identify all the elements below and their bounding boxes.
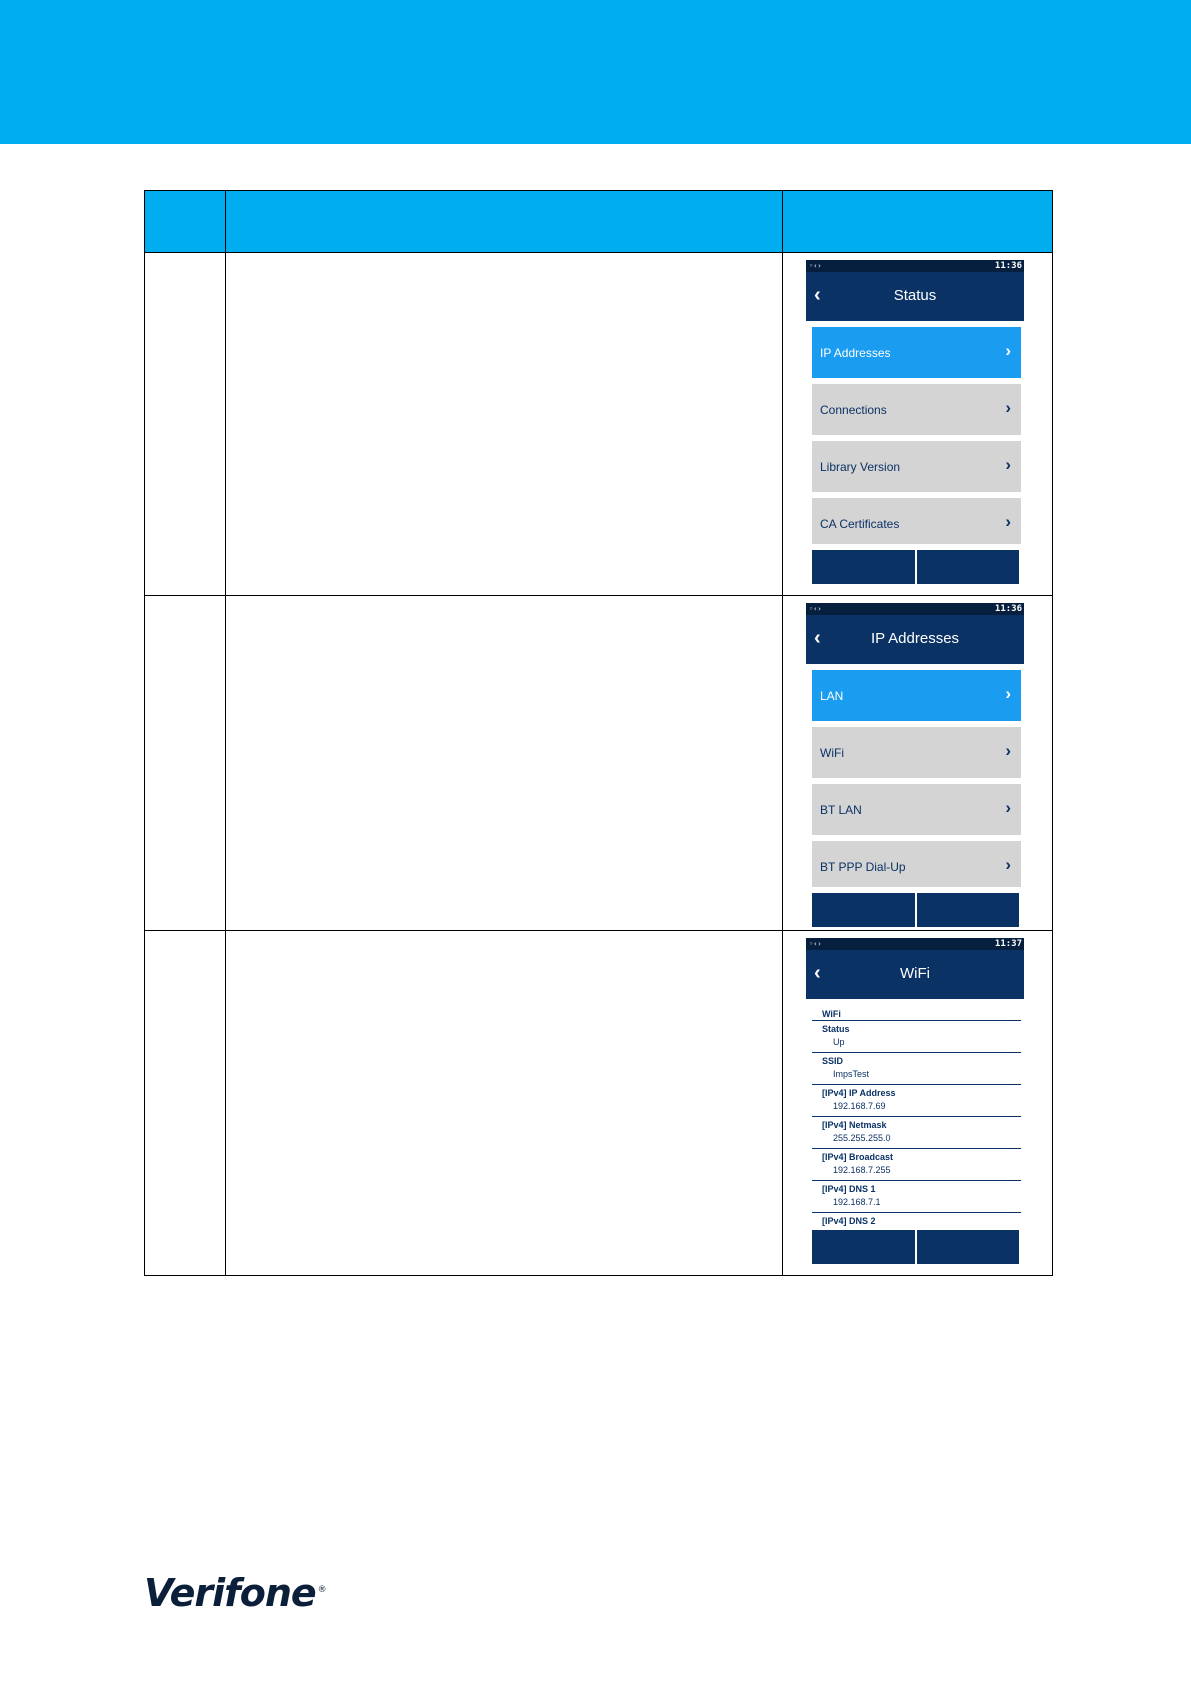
- wifi-signal-icon: ◦‹›: [809, 605, 822, 613]
- step-cell: [145, 931, 226, 1276]
- detail-key: [IPv4] Broadcast: [822, 1152, 894, 1162]
- verifone-logo: [144, 1571, 324, 1615]
- status-bar: [806, 260, 1024, 272]
- detail-key: [IPv4] DNS 1: [822, 1184, 876, 1194]
- menu-item-label: CA Certificates: [820, 517, 900, 531]
- table-row: [145, 931, 1053, 1276]
- chevron-right-icon: ›: [1005, 684, 1011, 703]
- steps-table: [144, 190, 1053, 1276]
- chevron-left-icon[interactable]: ‹: [814, 627, 821, 649]
- registered-mark: ®: [317, 1585, 326, 1595]
- chevron-right-icon: ›: [1005, 398, 1011, 417]
- menu-item-bt-ppp-dial-up[interactable]: [812, 841, 1021, 887]
- detail-key: [IPv4] Netmask: [822, 1120, 887, 1130]
- menu-item-label: IP Addresses: [820, 346, 891, 360]
- terminal-screen-status: [806, 260, 1024, 584]
- menu-item-label: WiFi: [820, 746, 844, 760]
- screenshot-cell: [783, 931, 1053, 1276]
- detail-key: [IPv4] IP Address: [822, 1088, 896, 1098]
- screenshot-cell: [783, 596, 1053, 931]
- menu-item-label: BT LAN: [820, 803, 862, 817]
- wifi-signal-icon: ◦‹›: [809, 262, 822, 270]
- chevron-left-icon[interactable]: ‹: [814, 962, 821, 984]
- detail-row: [812, 1215, 1021, 1228]
- description-cell: [226, 931, 783, 1276]
- header-cell-step: [145, 191, 226, 253]
- detail-value: 192.168.7.69: [833, 1101, 886, 1111]
- screenshot-cell: [783, 253, 1053, 596]
- detail-row: [812, 1023, 1021, 1053]
- menu-item-ip-addresses[interactable]: [812, 327, 1021, 378]
- logo-text: Verifone: [144, 1571, 316, 1615]
- step-cell: [145, 253, 226, 596]
- softkey-right[interactable]: [917, 550, 1020, 584]
- detail-value: 192.168.7.1: [833, 1197, 881, 1207]
- detail-key: [IPv4] DNS 2: [822, 1216, 876, 1226]
- softkey-right[interactable]: [917, 1230, 1020, 1264]
- screen-title: IP Addresses: [870, 630, 960, 647]
- chevron-right-icon: ›: [1005, 455, 1011, 474]
- detail-row: [812, 1151, 1021, 1181]
- detail-row: [812, 1087, 1021, 1117]
- screen-header: [806, 272, 1024, 321]
- menu-item-bt-lan[interactable]: [812, 784, 1021, 835]
- softkey-left[interactable]: [812, 1230, 915, 1264]
- clock: 11:36: [994, 261, 1022, 271]
- table-row: [145, 596, 1053, 931]
- chevron-right-icon: ›: [1005, 798, 1011, 817]
- softkey-right[interactable]: [917, 893, 1020, 927]
- detail-row: [812, 1119, 1021, 1149]
- screen-title: Status: [893, 287, 937, 304]
- detail-key: SSID: [822, 1056, 844, 1066]
- menu-item-label: Library Version: [820, 460, 901, 474]
- softkey-bar: [812, 550, 1019, 584]
- clock: 11:37: [994, 939, 1022, 949]
- header-cell-description: [226, 191, 783, 253]
- menu-item-label: BT PPP Dial-Up: [820, 860, 906, 874]
- chevron-right-icon: ›: [1005, 512, 1011, 531]
- detail-row: [812, 1055, 1021, 1085]
- header-band: [0, 0, 1191, 144]
- section-label: WiFi: [812, 1007, 1021, 1021]
- step-cell: [145, 596, 226, 931]
- terminal-screen-wifi: [806, 938, 1024, 1264]
- menu-item-lan[interactable]: [812, 670, 1021, 721]
- wifi-details-list: [812, 1007, 1021, 1228]
- screen-title: WiFi: [900, 965, 930, 982]
- clock: 11:36: [994, 604, 1022, 614]
- menu-item-label: LAN: [820, 689, 844, 703]
- softkey-bar: [812, 1230, 1019, 1264]
- menu-item-wifi[interactable]: [812, 727, 1021, 778]
- chevron-left-icon[interactable]: ‹: [814, 284, 821, 306]
- status-bar: [806, 938, 1024, 950]
- softkey-left[interactable]: [812, 893, 915, 927]
- menu-item-label: Connections: [820, 403, 887, 417]
- menu-item-ca-certificates[interactable]: [812, 498, 1021, 544]
- table-header-row: [145, 191, 1053, 253]
- detail-value: 192.168.7.255: [833, 1165, 891, 1175]
- detail-value: Up: [833, 1037, 845, 1047]
- detail-value: 255.255.255.0: [833, 1133, 891, 1143]
- header-cell-screen: [783, 191, 1053, 253]
- chevron-right-icon: ›: [1005, 855, 1011, 874]
- screen-header: [806, 950, 1024, 999]
- detail-key: Status: [822, 1024, 850, 1034]
- status-bar: [806, 603, 1024, 615]
- chevron-right-icon: ›: [1005, 341, 1011, 360]
- chevron-right-icon: ›: [1005, 741, 1011, 760]
- screen-header: [806, 615, 1024, 664]
- wifi-signal-icon: ◦‹›: [809, 940, 822, 948]
- description-cell: [226, 596, 783, 931]
- description-cell: [226, 253, 783, 596]
- terminal-screen-ip-addresses: [806, 603, 1024, 927]
- menu-item-connections[interactable]: [812, 384, 1021, 435]
- detail-value: ImpsTest: [833, 1069, 870, 1079]
- softkey-bar: [812, 893, 1019, 927]
- menu-item-library-version[interactable]: [812, 441, 1021, 492]
- softkey-left[interactable]: [812, 550, 915, 584]
- detail-row: [812, 1183, 1021, 1213]
- table-row: [145, 253, 1053, 596]
